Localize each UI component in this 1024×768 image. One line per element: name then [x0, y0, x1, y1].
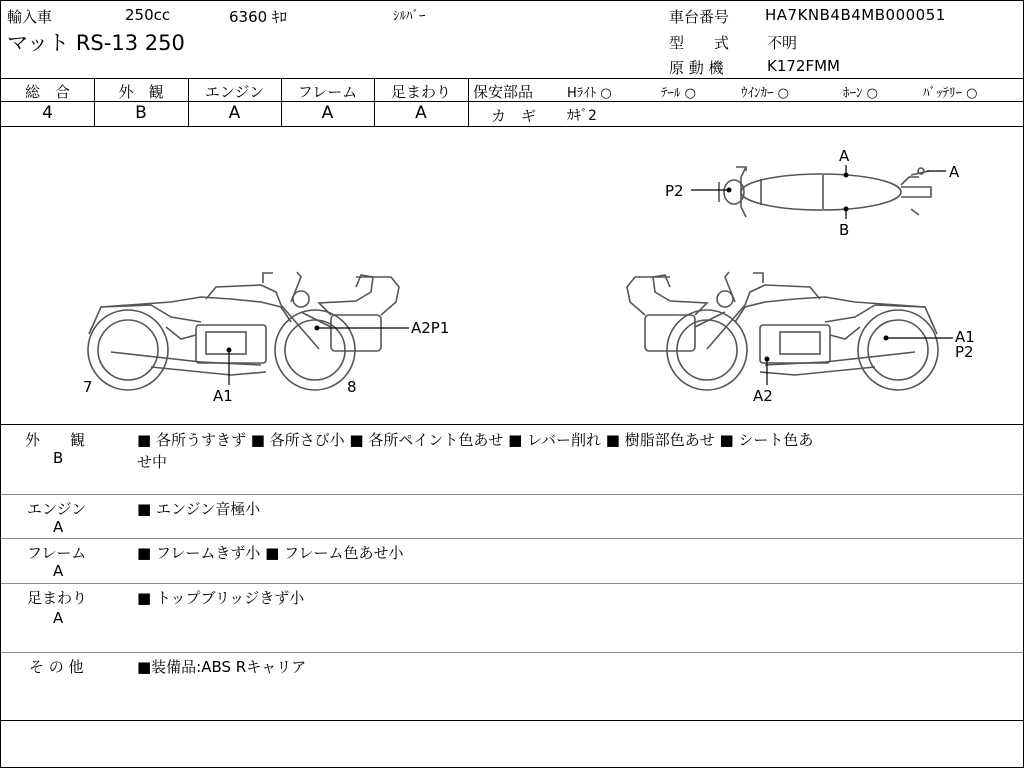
divider [468, 78, 469, 126]
divider [1, 538, 1023, 539]
divider [1, 78, 1023, 79]
note-engine-label: エンジン [27, 500, 87, 518]
top-bottom-mark: B [839, 221, 850, 239]
divider [1, 494, 1023, 495]
note-exterior-text-cont: せ中 [137, 453, 168, 471]
top-view [719, 167, 931, 217]
note-other-label: そ の 他 [29, 658, 84, 676]
right-side-view [627, 272, 938, 390]
grade-exterior-value: B [135, 103, 147, 123]
grade-exterior-label: 外 観 [118, 83, 164, 101]
key-label: カ ギ [491, 107, 537, 125]
left-rear-wheel-mark: 7 [83, 378, 93, 396]
note-suspension-text: ■ トップブリッジきず小 [137, 589, 305, 607]
note-exterior-grade: B [53, 449, 64, 467]
type-label: 型 式 [669, 34, 730, 52]
top-mirror-mark: A [839, 147, 850, 165]
left-side-view [88, 272, 399, 390]
motorcycle-diagram [1, 127, 1023, 423]
note-other-text: ■装備品:ABS Rキャリア [137, 658, 307, 676]
safety-battery: ﾊﾞｯﾃﾘｰ ○ [923, 86, 978, 101]
model-name: マット RS-13 250 [7, 31, 185, 55]
safety-winker: ｳｲﾝｶｰ ○ [741, 86, 789, 101]
grade-engine-label: エンジン [204, 83, 265, 101]
note-frame-text: ■ フレームきず小 ■ フレーム色あせ小 [137, 544, 404, 562]
grade-total-value: 4 [42, 103, 53, 123]
grade-total-label: 総 合 [24, 83, 70, 101]
vehicle-color: ｼﾙﾊﾞｰ [393, 9, 426, 24]
safety-parts-label: 保安部品 [473, 83, 534, 101]
note-engine-text: ■ エンジン音極小 [137, 500, 261, 518]
mileage: 6360 ｷﾛ [229, 8, 287, 26]
grade-frame-label: フレーム [297, 83, 358, 101]
safety-taillight: ﾃｰﾙ ○ [661, 86, 696, 101]
displacement: 250cc [125, 6, 171, 24]
grade-frame-value: A [321, 103, 334, 123]
note-frame-label: フレーム [27, 544, 87, 562]
engine-label: 原 動 機 [669, 59, 724, 77]
right-a1-mark: A1 [955, 328, 975, 346]
left-engine-mark: A1 [213, 387, 233, 405]
engine-no: K172FMM [767, 57, 840, 75]
note-engine-grade: A [53, 518, 64, 536]
left-tank-mark: A2P1 [411, 319, 450, 337]
note-exterior-text: ■ 各所うすきず ■ 各所さび小 ■ 各所ペイント色あせ ■ レバー削れ ■ 樹脂部色あせ ■ シート色あ [137, 431, 814, 449]
safety-horn: ﾎｰﾝ ○ [843, 86, 878, 101]
frame-no: HA7KNB4B4MB000051 [765, 6, 946, 24]
divider [468, 101, 1023, 102]
grade-engine-value: A [228, 103, 241, 123]
divider [1, 720, 1023, 721]
note-suspension-grade: A [53, 609, 64, 627]
right-a2-mark: A2 [753, 387, 773, 405]
safety-headlight: Hﾗｲﾄ ○ [567, 86, 612, 101]
divider [1, 583, 1023, 584]
top-right-mark: A [949, 163, 960, 181]
left-front-wheel-mark: 8 [347, 378, 357, 396]
divider [1, 424, 1023, 425]
import-label: 輸入車 [7, 8, 53, 26]
frame-no-label: 車台番号 [669, 8, 730, 26]
top-front-mark: P2 [665, 182, 684, 200]
grade-suspension-label: 足まわり [390, 83, 451, 101]
right-p2-mark: P2 [955, 343, 974, 361]
divider [1, 652, 1023, 653]
grade-suspension-value: A [415, 103, 427, 123]
note-exterior-label: 外 観 [25, 431, 86, 449]
key-value: ｶｷﾞ2 [567, 108, 597, 124]
note-frame-grade: A [53, 562, 64, 580]
note-suspension-label: 足まわり [27, 589, 88, 607]
type-value: 不明 [767, 34, 798, 52]
